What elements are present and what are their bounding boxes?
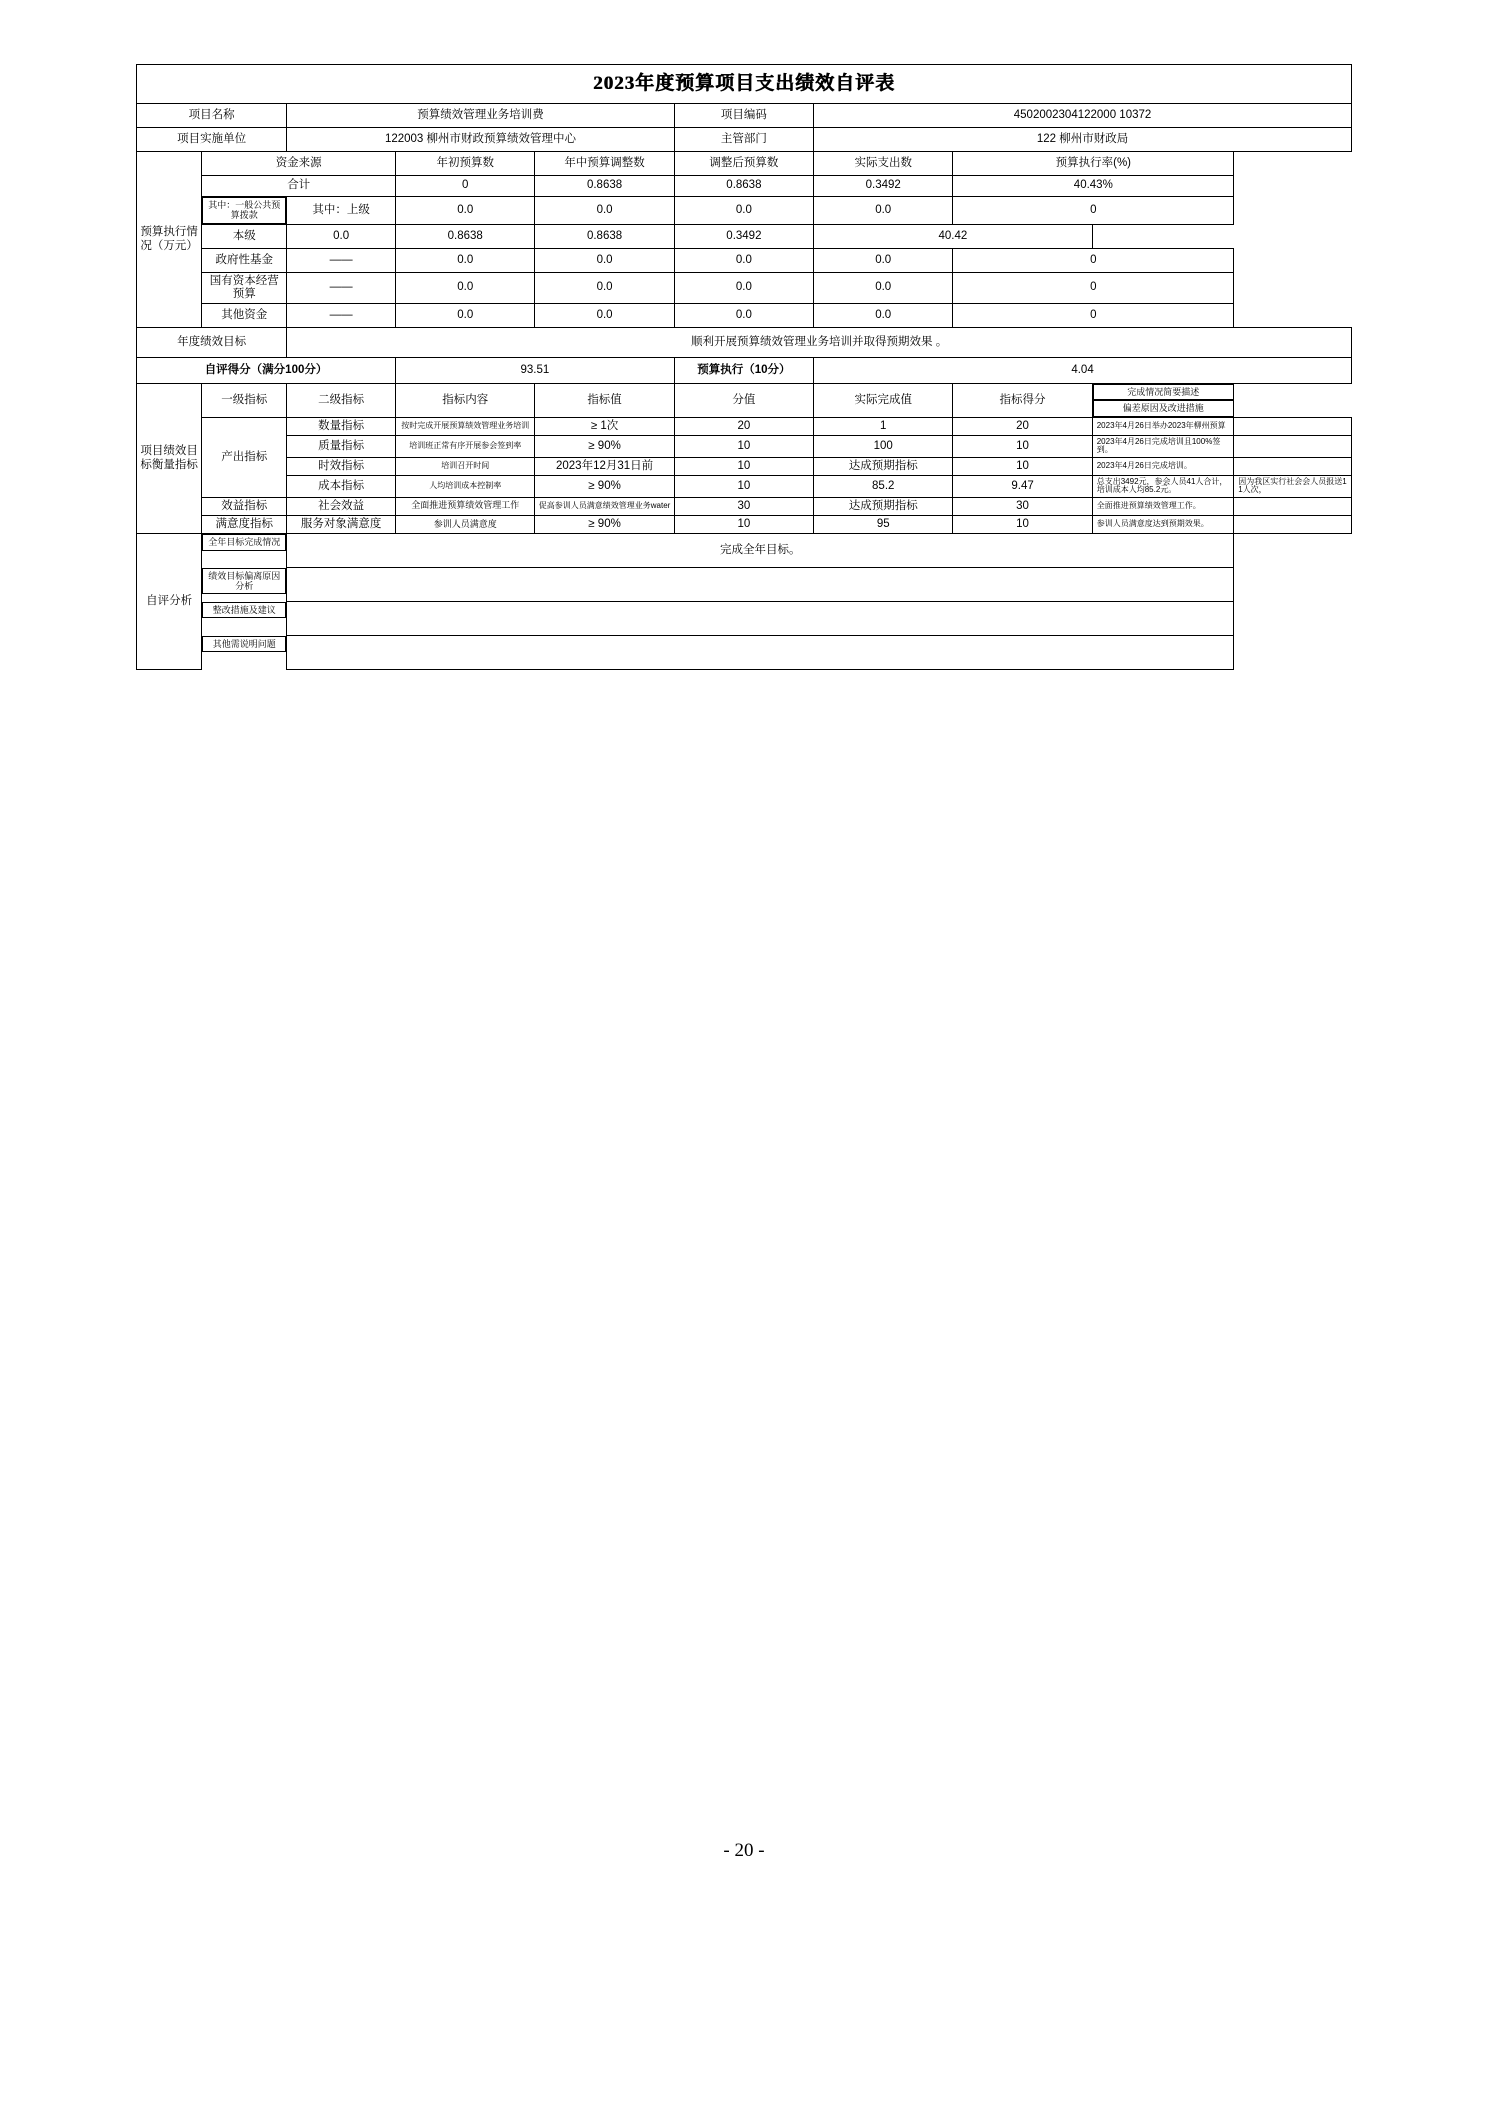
indicator-row-score: 9.47: [953, 476, 1092, 498]
indicator-level1-output: 产出指标: [202, 417, 287, 497]
self-score-value: 93.51: [396, 358, 675, 384]
main-table: [136, 64, 1352, 670]
indicator-row-content: 培训班正常有序开展参会签到率: [409, 441, 522, 451]
row-other-v0: 0.0: [396, 304, 535, 328]
row-govfund-v4: 0: [953, 248, 1234, 272]
indicator-row-score: 30: [953, 497, 1092, 515]
col-adjusted-budget: 调整后预算数: [674, 152, 813, 176]
indicator-level1-satisfaction: 满意度指标: [202, 516, 287, 534]
analysis-value-other: [287, 636, 1234, 670]
row-public-local-v4: 40.42: [814, 224, 1093, 248]
row-statecapital-v3: 0.0: [814, 272, 953, 303]
analysis-value-deviation: [287, 568, 1234, 602]
indicator-row-actual: 85.2: [814, 476, 953, 498]
indicator-row-weight: 20: [674, 417, 813, 435]
row-govfund-name: 政府性基金: [202, 248, 287, 272]
indicator-row-weight: 10: [674, 476, 813, 498]
dept-value: 122 柳州市财政局: [814, 128, 1352, 152]
row-public-upper-v0: 0.0: [396, 197, 535, 225]
row-public-local-sub: 本级: [202, 224, 287, 248]
indicator-row-weight: 30: [674, 497, 813, 515]
row-public-upper-v2: 0.0: [674, 197, 813, 225]
row-govfund-sub: ——: [287, 248, 396, 272]
indicator-row-weight: 10: [674, 457, 813, 475]
indicator-row-level2: 社会效益: [287, 497, 396, 515]
indicator-row-actual: 100: [814, 436, 953, 458]
row-other-v4: 0: [953, 304, 1234, 328]
indicator-row-content: 全面推进预算绩效管理工作: [411, 500, 520, 511]
budget-exec-score-label: 预算执行（10分）: [674, 358, 813, 384]
indicator-row-level2: 时效指标: [287, 457, 396, 475]
row-statecapital-v0: 0.0: [396, 272, 535, 303]
indicator-row-content: 人均培训成本控制率: [429, 481, 502, 491]
indicator-row-desc: 2023年4月26日举办2023年柳州预算: [1096, 421, 1226, 431]
dept-label: 主管部门: [674, 128, 813, 152]
analysis-label-measures: 整改措施及建议: [202, 602, 286, 618]
indicator-row-level2: 质量指标: [287, 436, 396, 458]
row-total-name: 合计: [202, 176, 396, 197]
col-actual-spend: 实际支出数: [814, 152, 953, 176]
row-total-v1: 0.8638: [535, 176, 674, 197]
indicator-row-target: ≥ 1次: [535, 417, 674, 435]
indicator-row-content: 按时完成开展预算绩效管理业务培训: [401, 421, 530, 431]
col-funding-source: 资金来源: [202, 152, 396, 176]
row-public-upper-v3: 0.0: [814, 197, 953, 225]
indicator-row-desc: 2023年4月26日完成培训。: [1096, 461, 1192, 471]
indicator-row-actual: 达成预期指标: [814, 497, 953, 515]
analysis-label-completion: 全年目标完成情况: [202, 534, 286, 550]
project-code-label: 项目编码: [674, 104, 813, 128]
row-total-v3: 0.3492: [814, 176, 953, 197]
col-deviation: 偏差原因及改进措施: [1093, 400, 1234, 416]
analysis-value-completion: 完成全年目标。: [287, 534, 1234, 568]
row-govfund-v2: 0.0: [674, 248, 813, 272]
row-govfund-v0: 0.0: [396, 248, 535, 272]
row-public-local-v2: 0.8638: [535, 224, 674, 248]
row-public-upper-v1: 0.0: [535, 197, 674, 225]
budget-exec-section-label: 预算执行情况（万元）: [137, 152, 202, 328]
indicator-row-actual: 1: [814, 417, 953, 435]
row-public-budget-name: 其中：一般公共预算拨款: [202, 197, 286, 224]
indicator-row-score: 10: [953, 436, 1092, 458]
project-name-value: 预算绩效管理业务培训费: [287, 104, 675, 128]
row-public-local-v0: 0.0: [287, 224, 396, 248]
col-initial-budget: 年初预算数: [396, 152, 535, 176]
annual-goal-label: 年度绩效目标: [137, 328, 287, 358]
project-name-label: 项目名称: [137, 104, 287, 128]
analysis-side-label: 自评分析: [137, 534, 202, 670]
col-level2: 二级指标: [287, 384, 396, 418]
indicator-row-level2: 成本指标: [287, 476, 396, 498]
col-actual: 实际完成值: [814, 384, 953, 418]
col-target: 指标值: [535, 384, 674, 418]
indicator-row-target: ≥ 90%: [535, 476, 674, 498]
row-total-v4: 40.43%: [953, 176, 1234, 197]
unit-value: 122003 柳州市财政预算绩效管理中心: [287, 128, 675, 152]
row-public-upper-v4: 0: [953, 197, 1234, 225]
analysis-label-deviation: 绩效目标偏离原因分析: [202, 568, 286, 595]
indicator-row-desc: 2023年4月26日完成培训且100%签到。: [1096, 437, 1221, 455]
row-statecapital-name: 国有资本经营预算: [202, 272, 287, 303]
self-score-label: 自评得分（满分100分）: [137, 358, 396, 384]
row-statecapital-sub: ——: [287, 272, 396, 303]
annual-goal-value: 顺利开展预算绩效管理业务培训并取得预期效果 。: [287, 328, 1352, 358]
row-public-upper-sub: 其中：上级: [287, 197, 396, 225]
col-desc: 完成情况简要描述: [1093, 384, 1234, 400]
project-code-value: 4502002304122000 10372: [814, 104, 1352, 128]
indicator-row-deviation: 因为我区实行社会会人员报送11人次，: [1238, 477, 1347, 495]
indicator-row-score: 10: [953, 516, 1092, 534]
row-total-v2: 0.8638: [674, 176, 813, 197]
indicator-row-level2: 服务对象满意度: [287, 516, 396, 534]
indicator-row-actual: 95: [814, 516, 953, 534]
indicator-row-desc: 参训人员满意度达到预期效果。: [1096, 519, 1209, 529]
row-other-sub: ——: [287, 304, 396, 328]
indicator-row-desc: 全面推进预算绩效管理工作。: [1096, 501, 1201, 511]
indicator-row-target: ≥ 90%: [535, 436, 674, 458]
indicator-row-content: 参训人员满意度: [433, 518, 497, 529]
indicator-row-target: 2023年12月31日前: [535, 457, 674, 475]
row-other-name: 其他资金: [202, 304, 287, 328]
row-govfund-v3: 0.0: [814, 248, 953, 272]
row-statecapital-v2: 0.0: [674, 272, 813, 303]
indicator-side-label: 项目绩效目标衡量指标: [137, 384, 202, 534]
row-public-local-v3: 0.3492: [674, 224, 813, 248]
analysis-value-measures: [287, 602, 1234, 636]
row-statecapital-v4: 0: [953, 272, 1234, 303]
col-weight: 分值: [674, 384, 813, 418]
col-content: 指标内容: [396, 384, 535, 418]
document-title: [137, 65, 1352, 104]
page-number: - 20 -: [723, 1840, 765, 1861]
document-title-text: 2023年度预算项目支出绩效自评表: [592, 73, 895, 95]
col-exec-rate: 预算执行率(%): [953, 152, 1234, 176]
analysis-label-other: 其他需说明问题: [202, 636, 286, 652]
col-mid-adjust: 年中预算调整数: [535, 152, 674, 176]
unit-label: 项目实施单位: [137, 128, 287, 152]
row-other-v3: 0.0: [814, 304, 953, 328]
indicator-row-weight: 10: [674, 436, 813, 458]
col-score: 指标得分: [953, 384, 1092, 418]
budget-exec-score-value: 4.04: [814, 358, 1352, 384]
self-evaluation-sheet: [136, 64, 1352, 670]
indicator-row-desc: 总支出3492元，参会人员41人合计，培训成本人均85.2元。: [1096, 477, 1228, 495]
indicator-row-score: 20: [953, 417, 1092, 435]
indicator-row-score: 10: [953, 457, 1092, 475]
row-govfund-v1: 0.0: [535, 248, 674, 272]
row-other-v2: 0.0: [674, 304, 813, 328]
indicator-row-level2: 数量指标: [287, 417, 396, 435]
indicator-row-actual: 达成预期指标: [814, 457, 953, 475]
indicator-row-target: 促高参训人员满意绩效管理业务water: [538, 501, 671, 511]
indicator-row-target: ≥ 90%: [535, 516, 674, 534]
row-other-v1: 0.0: [535, 304, 674, 328]
indicator-row-weight: 10: [674, 516, 813, 534]
row-statecapital-v1: 0.0: [535, 272, 674, 303]
indicator-level1-benefit: 效益指标: [202, 497, 287, 515]
row-public-local-v1: 0.8638: [396, 224, 535, 248]
row-total-v0: 0: [396, 176, 535, 197]
col-level1: 一级指标: [202, 384, 287, 418]
indicator-row-content: 培训召开时间: [441, 461, 490, 471]
